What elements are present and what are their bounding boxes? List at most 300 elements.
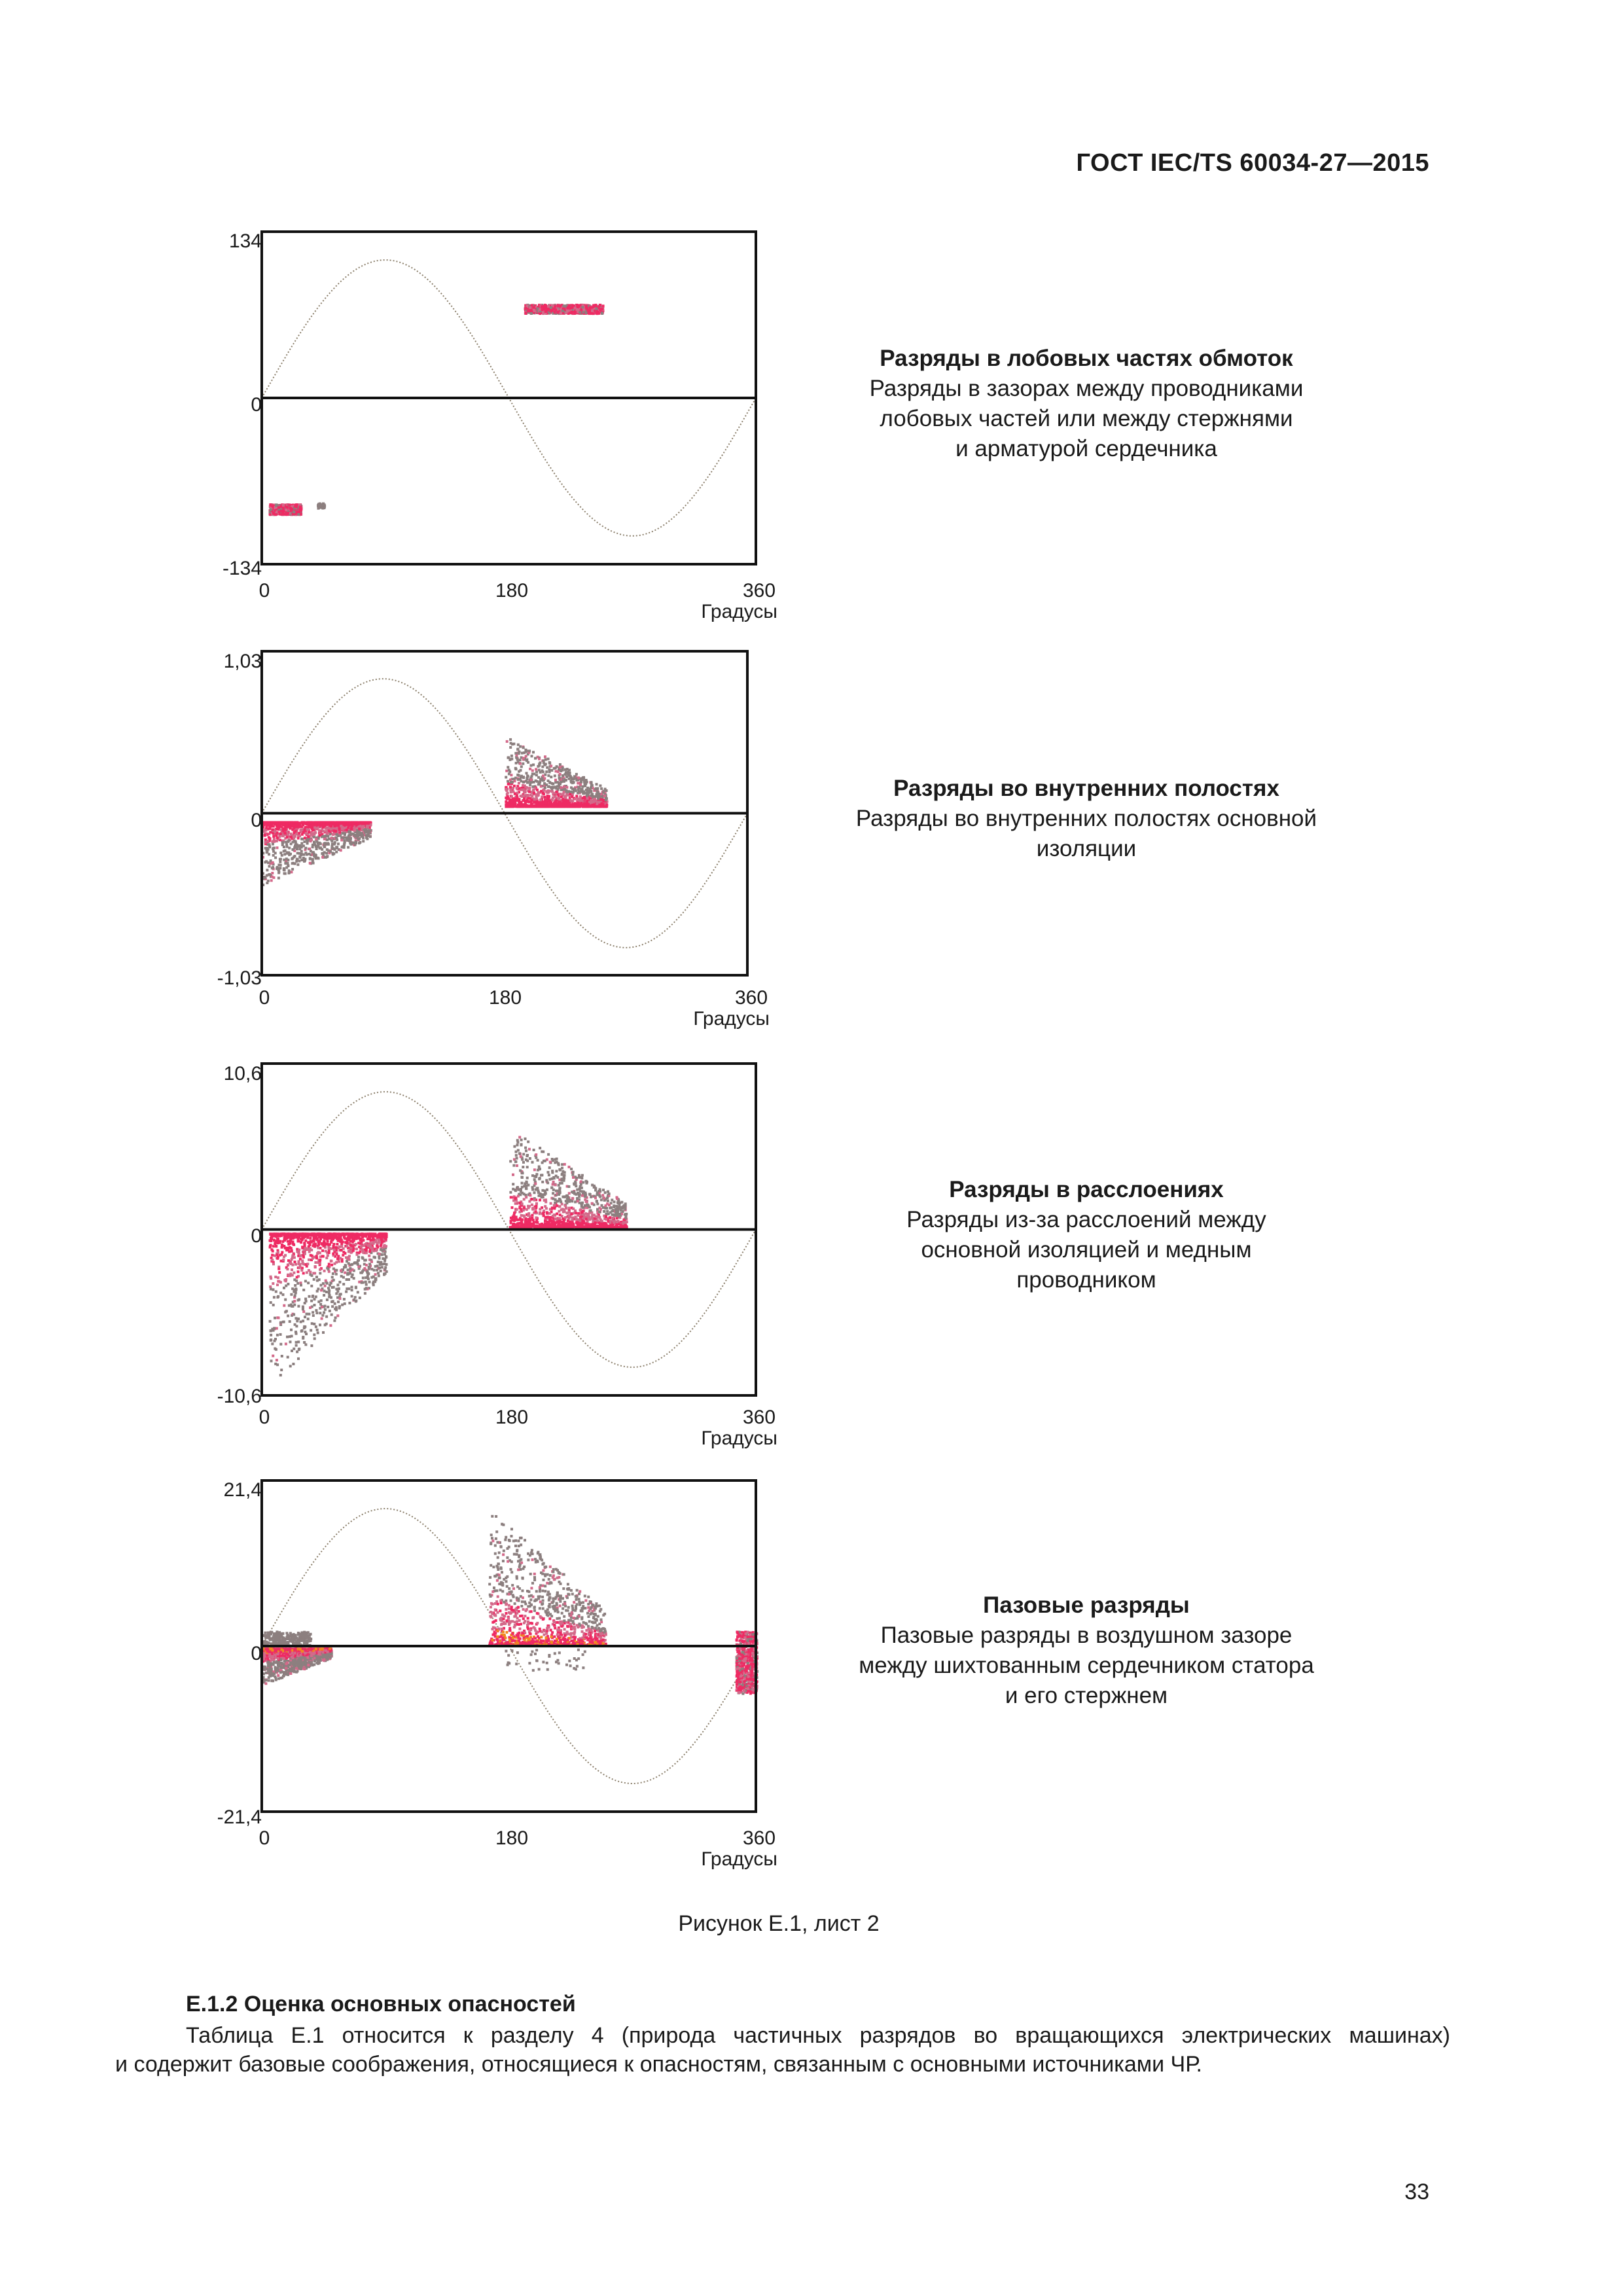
discharge-point xyxy=(277,1268,280,1270)
discharge-point xyxy=(322,1331,325,1334)
discharge-point xyxy=(313,842,316,844)
discharge-point xyxy=(543,802,546,805)
discharge-point xyxy=(336,1283,339,1286)
discharge-point xyxy=(308,831,310,834)
discharge-point xyxy=(313,833,316,836)
discharge-point xyxy=(547,305,550,308)
discharge-point xyxy=(556,791,558,793)
discharge-point xyxy=(589,306,592,309)
discharge-point xyxy=(365,836,368,839)
discharge-point xyxy=(341,1304,344,1306)
discharge-point xyxy=(580,802,582,804)
discharge-point xyxy=(522,781,525,783)
discharge-point xyxy=(530,312,533,315)
discharge-point xyxy=(528,788,531,791)
discharge-point xyxy=(329,1324,332,1327)
discharge-point xyxy=(511,801,514,804)
discharge-point xyxy=(290,833,293,835)
discharge-point xyxy=(270,1276,272,1278)
discharge-point xyxy=(298,855,301,858)
discharge-point xyxy=(279,1333,282,1336)
discharge-point xyxy=(277,1276,279,1279)
y-axis-zero-label: 0 xyxy=(251,810,262,831)
discharge-point xyxy=(518,770,520,773)
discharge-point xyxy=(576,802,579,804)
discharge-point xyxy=(299,1255,302,1257)
discharge-point xyxy=(516,794,518,797)
discharge-point xyxy=(327,1240,329,1242)
discharge-point xyxy=(266,850,268,853)
discharge-point xyxy=(313,1298,316,1300)
discharge-point xyxy=(577,305,580,308)
discharge-point xyxy=(323,845,326,848)
discharge-point xyxy=(507,780,509,783)
discharge-point xyxy=(522,757,525,759)
discharge-point xyxy=(274,856,277,859)
discharge-point xyxy=(281,513,284,516)
discharge-point xyxy=(510,755,513,757)
discharge-point xyxy=(582,806,584,808)
discharge-point xyxy=(545,770,548,773)
discharge-point xyxy=(327,835,329,838)
discharge-point xyxy=(319,847,322,850)
discharge-point xyxy=(532,788,535,791)
discharge-point xyxy=(348,1278,350,1281)
discharge-point xyxy=(361,832,363,834)
discharge-point xyxy=(322,835,325,838)
panel-body: Разряды во внутренних полостях основной изоляции xyxy=(855,806,1317,861)
discharge-point xyxy=(313,1278,315,1281)
discharge-point xyxy=(303,1341,306,1344)
discharge-point xyxy=(306,842,309,845)
discharge-point xyxy=(533,306,535,309)
discharge-point xyxy=(281,854,283,857)
discharge-point xyxy=(547,806,550,808)
discharge-point xyxy=(519,762,522,765)
discharge-point xyxy=(315,1295,317,1298)
discharge-point xyxy=(270,879,273,882)
discharge-point xyxy=(378,1257,381,1260)
discharge-point xyxy=(357,1291,359,1293)
discharge-point xyxy=(359,841,361,844)
discharge-point xyxy=(272,835,275,838)
discharge-point xyxy=(326,827,329,829)
discharge-point xyxy=(568,769,571,772)
discharge-point xyxy=(294,1261,296,1263)
discharge-point xyxy=(573,311,576,314)
discharge-point xyxy=(361,827,363,829)
discharge-point xyxy=(543,806,545,808)
discharge-point xyxy=(312,1272,315,1274)
discharge-point xyxy=(580,789,582,791)
discharge-point xyxy=(272,1263,275,1265)
discharge-point xyxy=(289,823,292,825)
discharge-point xyxy=(319,1268,321,1271)
discharge-point xyxy=(506,740,508,743)
discharge-point xyxy=(580,777,583,780)
discharge-point xyxy=(328,1270,330,1273)
discharge-point xyxy=(604,788,607,791)
discharge-point xyxy=(297,834,300,837)
discharge-point xyxy=(536,805,539,808)
discharge-point xyxy=(381,1266,383,1268)
discharge-point xyxy=(565,312,567,314)
discharge-point xyxy=(312,862,315,865)
discharge-point xyxy=(535,794,538,797)
discharge-point xyxy=(347,827,349,829)
discharge-point xyxy=(304,852,307,854)
discharge-point xyxy=(296,1282,299,1285)
discharge-point xyxy=(342,827,345,830)
discharge-point xyxy=(271,1254,274,1257)
discharge-point xyxy=(299,1258,302,1261)
discharge-point xyxy=(293,511,295,513)
discharge-point xyxy=(319,834,321,836)
discharge-point xyxy=(299,829,302,831)
x-tick-180: 180 xyxy=(495,580,529,601)
discharge-point xyxy=(335,846,338,848)
discharge-point xyxy=(271,876,274,878)
discharge-point xyxy=(527,781,529,783)
discharge-point xyxy=(349,823,351,826)
discharge-point xyxy=(577,792,579,795)
discharge-point xyxy=(592,312,595,315)
discharge-point xyxy=(554,305,556,308)
discharge-point xyxy=(315,821,318,824)
discharge-point xyxy=(331,1276,334,1278)
discharge-point xyxy=(272,843,274,846)
discharge-point xyxy=(325,1257,328,1259)
discharge-point xyxy=(342,1247,345,1250)
discharge-point xyxy=(531,785,534,788)
discharge-point xyxy=(302,821,304,824)
discharge-point xyxy=(526,759,528,761)
y-axis-max-label: 134 xyxy=(228,230,262,252)
discharge-point xyxy=(509,738,512,741)
discharge-point xyxy=(299,1233,302,1236)
discharge-point xyxy=(310,850,312,852)
discharge-point xyxy=(357,1256,360,1259)
discharge-point xyxy=(535,774,538,776)
discharge-point xyxy=(505,776,507,779)
discharge-point xyxy=(286,822,289,825)
discharge-point xyxy=(547,785,550,788)
discharge-point xyxy=(272,1355,274,1357)
discharge-point xyxy=(520,765,523,768)
discharge-point xyxy=(544,787,546,789)
discharge-point xyxy=(321,507,323,509)
discharge-point xyxy=(568,778,571,780)
discharge-point xyxy=(285,857,288,860)
discharge-point xyxy=(279,1281,282,1283)
discharge-point xyxy=(526,772,528,774)
discharge-point xyxy=(560,769,562,772)
panel-description-internal-voids xyxy=(805,774,1368,864)
discharge-point xyxy=(570,311,573,314)
discharge-point xyxy=(331,1305,334,1308)
discharge-point xyxy=(300,850,303,853)
discharge-point xyxy=(365,1276,367,1279)
discharge-point xyxy=(323,1311,325,1314)
discharge-point xyxy=(330,840,333,842)
discharge-point xyxy=(285,843,288,846)
discharge-point xyxy=(548,761,551,764)
discharge-point xyxy=(553,767,556,770)
prpd-panel-delamination xyxy=(196,1057,785,1463)
discharge-point xyxy=(297,513,300,516)
discharge-point xyxy=(313,1304,316,1306)
x-tick-360: 360 xyxy=(734,987,768,1009)
discharge-point xyxy=(544,755,546,758)
discharge-point xyxy=(341,1260,344,1263)
discharge-point xyxy=(546,766,548,769)
discharge-point xyxy=(269,826,272,829)
discharge-point xyxy=(339,1257,342,1259)
discharge-point xyxy=(283,853,286,855)
discharge-point xyxy=(308,1259,310,1261)
discharge-point xyxy=(563,785,565,788)
discharge-point xyxy=(266,869,268,871)
discharge-point xyxy=(570,776,573,779)
discharge-point xyxy=(348,1302,351,1304)
discharge-point xyxy=(323,1294,325,1297)
discharge-point xyxy=(317,1331,319,1334)
discharge-point xyxy=(572,804,575,806)
discharge-point xyxy=(586,797,589,800)
discharge-point xyxy=(330,1296,332,1299)
discharge-point xyxy=(297,1270,300,1273)
discharge-point xyxy=(270,509,272,511)
discharge-point xyxy=(510,806,513,808)
discharge-point xyxy=(363,821,366,824)
discharge-point xyxy=(274,1276,277,1278)
discharge-point xyxy=(304,1302,306,1304)
discharge-point xyxy=(294,830,297,833)
discharge-point xyxy=(309,1237,312,1240)
discharge-point xyxy=(590,786,592,789)
discharge-point xyxy=(294,1284,296,1287)
discharge-point xyxy=(283,1239,285,1242)
discharge-point xyxy=(304,832,307,834)
discharge-point xyxy=(340,1293,342,1295)
discharge-point xyxy=(282,504,285,507)
discharge-point xyxy=(548,799,551,802)
discharge-point xyxy=(302,845,305,848)
discharge-point xyxy=(294,863,296,865)
discharge-point xyxy=(335,821,338,824)
discharge-point xyxy=(516,798,519,801)
discharge-point xyxy=(597,797,600,800)
discharge-point xyxy=(268,845,271,848)
discharge-point xyxy=(597,311,599,314)
discharge-point xyxy=(365,1264,368,1266)
discharge-point xyxy=(577,782,579,785)
discharge-point xyxy=(514,752,517,755)
discharge-point xyxy=(365,1281,367,1283)
discharge-point xyxy=(338,1287,340,1290)
discharge-point xyxy=(554,774,556,777)
discharge-point xyxy=(289,507,292,509)
discharge-point xyxy=(306,1263,309,1265)
discharge-point xyxy=(302,857,305,859)
discharge-point xyxy=(518,782,520,785)
discharge-point xyxy=(550,776,552,778)
discharge-point xyxy=(357,838,360,840)
discharge-point xyxy=(510,758,513,761)
discharge-point xyxy=(286,846,289,848)
discharge-point xyxy=(559,773,562,776)
discharge-point xyxy=(340,839,343,842)
discharge-point xyxy=(575,795,578,797)
discharge-point xyxy=(510,791,512,793)
discharge-point xyxy=(512,743,515,745)
discharge-point xyxy=(325,1291,328,1293)
discharge-point xyxy=(542,774,544,777)
discharge-point xyxy=(281,1355,283,1357)
discharge-point xyxy=(536,789,539,791)
panel-title: Разряды во внутренних полостях xyxy=(893,776,1279,801)
discharge-point xyxy=(336,1253,338,1255)
discharge-point xyxy=(337,1240,340,1242)
discharge-point xyxy=(537,308,539,310)
discharge-point xyxy=(359,1272,362,1274)
discharge-point xyxy=(264,876,266,879)
discharge-point xyxy=(337,842,340,845)
discharge-point xyxy=(554,795,557,798)
discharge-point xyxy=(327,1287,330,1289)
discharge-point xyxy=(569,799,572,802)
discharge-point xyxy=(585,312,588,314)
discharge-point xyxy=(569,791,572,793)
discharge-point xyxy=(590,790,592,793)
discharge-point xyxy=(295,821,298,824)
discharge-point xyxy=(279,1343,282,1346)
discharge-point xyxy=(334,841,336,844)
prpd-chart-1 xyxy=(196,223,785,641)
discharge-point xyxy=(277,877,280,880)
discharge-point xyxy=(285,509,287,511)
discharge-point xyxy=(320,1299,323,1302)
discharge-point xyxy=(367,1278,370,1280)
discharge-point xyxy=(531,775,533,778)
discharge-point xyxy=(319,503,321,506)
discharge-point xyxy=(272,829,274,831)
discharge-point xyxy=(340,849,342,852)
discharge-point xyxy=(304,1280,307,1282)
discharge-point xyxy=(367,832,370,834)
discharge-point xyxy=(355,1247,358,1250)
discharge-point xyxy=(552,783,554,785)
discharge-point xyxy=(304,1298,307,1300)
discharge-point xyxy=(309,857,312,860)
discharge-point xyxy=(378,1253,381,1255)
discharge-point xyxy=(293,836,295,839)
discharge-point xyxy=(286,1268,289,1270)
discharge-point xyxy=(514,780,516,782)
discharge-point xyxy=(268,853,270,855)
discharge-point xyxy=(560,786,562,789)
discharge-point xyxy=(321,830,324,833)
discharge-point xyxy=(311,1322,313,1325)
discharge-point xyxy=(303,860,306,863)
discharge-point xyxy=(349,837,352,840)
discharge-point xyxy=(354,1296,357,1299)
discharge-point xyxy=(564,797,567,799)
y-axis-zero-label: 0 xyxy=(251,394,262,416)
discharge-point xyxy=(302,1310,305,1313)
discharge-point xyxy=(270,1334,272,1336)
discharge-point xyxy=(309,862,312,865)
discharge-point xyxy=(308,853,310,855)
discharge-point xyxy=(321,1249,324,1252)
discharge-point xyxy=(279,835,281,838)
discharge-point xyxy=(279,864,282,867)
discharge-point xyxy=(272,511,275,514)
discharge-point xyxy=(374,1280,376,1283)
discharge-point xyxy=(516,787,518,789)
discharge-point xyxy=(509,786,512,789)
discharge-point xyxy=(291,1350,293,1352)
panel-description-endwinding xyxy=(805,344,1368,464)
discharge-point xyxy=(278,1271,281,1274)
discharge-point xyxy=(573,798,576,800)
discharge-point xyxy=(310,1285,313,1287)
discharge-point xyxy=(304,836,306,839)
discharge-point xyxy=(590,781,593,783)
discharge-point xyxy=(368,1255,370,1257)
discharge-point xyxy=(588,312,591,314)
discharge-point xyxy=(287,839,290,842)
discharge-point xyxy=(325,842,327,845)
discharge-point xyxy=(329,850,332,853)
discharge-point xyxy=(515,762,518,764)
discharge-point xyxy=(378,1266,381,1269)
discharge-point xyxy=(277,511,280,513)
discharge-point xyxy=(348,831,351,834)
discharge-point xyxy=(362,840,365,842)
discharge-point xyxy=(360,1246,363,1248)
discharge-point xyxy=(517,744,520,746)
discharge-point xyxy=(548,795,550,798)
discharge-point xyxy=(370,1261,373,1263)
discharge-point xyxy=(330,1264,333,1266)
discharge-point xyxy=(318,830,321,833)
discharge-point xyxy=(531,798,533,801)
discharge-point xyxy=(367,822,370,825)
discharge-point xyxy=(294,1317,297,1319)
discharge-point xyxy=(264,829,267,832)
discharge-point xyxy=(568,304,571,307)
discharge-point xyxy=(300,1321,302,1323)
discharge-point xyxy=(354,835,357,838)
discharge-point xyxy=(336,833,338,836)
discharge-point xyxy=(562,774,564,777)
discharge-point xyxy=(312,1311,314,1314)
discharge-point xyxy=(279,867,281,869)
discharge-point xyxy=(332,1272,334,1275)
discharge-point xyxy=(522,795,525,797)
discharge-point xyxy=(276,1334,279,1336)
discharge-point xyxy=(279,852,282,854)
discharge-point xyxy=(334,1302,336,1305)
discharge-point xyxy=(269,503,272,506)
discharge-point xyxy=(275,1290,277,1293)
discharge-point xyxy=(293,1300,296,1302)
discharge-point xyxy=(510,774,512,776)
discharge-point xyxy=(283,872,286,875)
discharge-point xyxy=(267,848,270,851)
discharge-point xyxy=(522,784,524,787)
